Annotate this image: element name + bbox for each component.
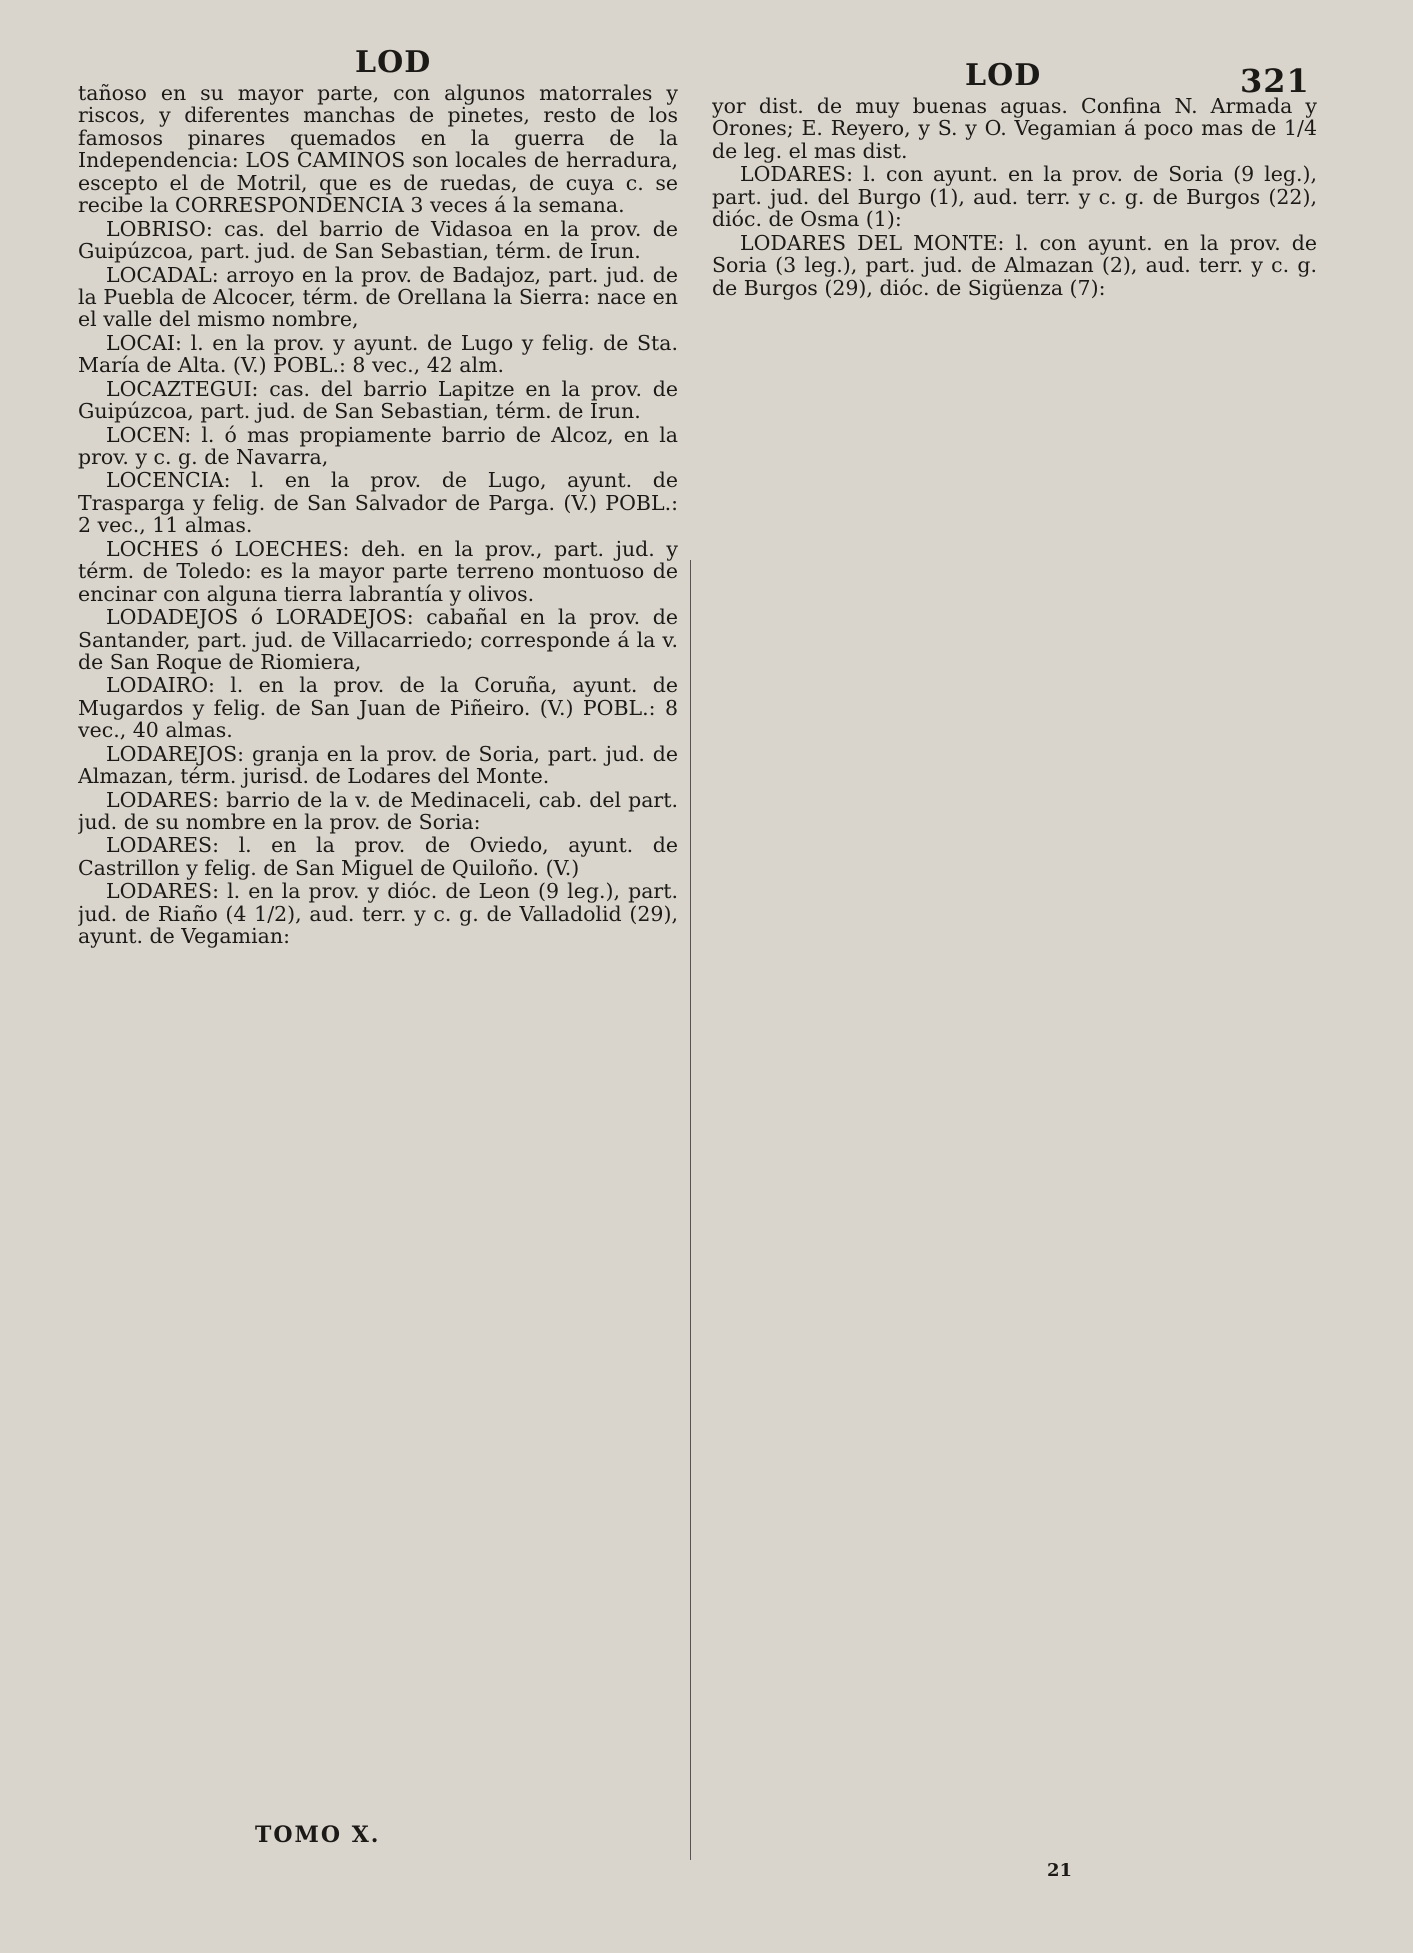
page-number: 321 [1240,62,1310,100]
dictionary-entry [78,378,678,423]
entry-headword: LODADEJOS ó LORADEJOS: [106,605,414,630]
dictionary-entry [78,424,678,469]
entry-headword: LOCAZTEGUI: [106,376,259,401]
entry-headword: LOCEN: [106,422,192,447]
entry-headword: LODARES DEL MONTE: [740,230,1005,255]
entry-headword: LODARES: [106,787,220,812]
volume-footer: TOMO X. [255,1822,381,1848]
entry-text: l. en la prov. de la Coruña, ayunt. de Mugardos y felig. de San Juan de Piñeiro. (V.) POBL.: 8 vec., 40 almas. [78,673,678,743]
entry-text: l. en la prov. de Oviedo, ayunt. de Castrillon y felig. de San Miguel de Quiloño. (V.) [78,833,678,880]
entry-headword: LODAIRO: [106,673,215,698]
running-header-left: LOD [355,45,432,80]
dictionary-entry [78,332,678,377]
entry-headword: LOCAI: [106,330,182,355]
entry-text: arroyo en la prov. de Badajoz, part. jud. de la Puebla de Alcocer, térm. de Orellana la Sierra: nace en el valle del mismo nombre, [78,262,678,332]
left-column [78,82,678,1852]
dictionary-entry [78,218,678,263]
entry-text: cabañal en la prov. de Santander, part. jud. de Villacarriedo; corresponde á la v. de San Roque de Riomiera, [78,605,678,674]
entry-text: cas. del barrio de Vidasoa en la prov. de Guipúzcoa, part. jud. de San Sebastian, térm. de Irun. [78,216,678,264]
entry-headword: LOBRISO: [106,216,213,241]
entry-text: l. en la prov. y dióc. de Leon (9 leg.), part. jud. de Riaño (4 1/2), aud. terr. y c. g. de Valladolid (29), ayunt. de Vegamian: [78,879,678,949]
entry-text: l. en la prov. de Lugo, ayunt. de Trasparga y felig. de San Salvador de Parga. (V.) POBL.: 2 vec., 11 almas. [78,468,678,538]
entry-headword: LODARES: [106,879,220,904]
entry-headword: LODARES: [740,162,854,187]
entry-text: granja en la prov. de Soria, part. jud. de Almazan, térm. jurisd. de Lodares del Monte. [78,741,678,789]
dictionary-entry [78,264,678,331]
running-header-right: LOD [965,58,1042,93]
dictionary-entry [78,82,678,217]
right-column [712,95,1317,1855]
entry-headword: LOCADAL: [106,262,219,287]
entry-headword: LODARES: [106,833,220,858]
entry-text: l. ó mas propiamente barrio de Alcoz, en la prov. y c. g. de Navarra, [78,422,678,469]
signature-mark: 21 [1047,1860,1073,1881]
entry-text: l. con ayunt. en la prov. de Soria (9 leg.), part. jud. del Burgo (1), aud. terr. y c. g. de Burgos (22), dióc. de Osma (1): [712,162,1317,232]
entry-text: yor dist. de muy buenas aguas. Confina N. Armada y Orones; E. Reyero, y S. y O. Vegamian á poco mas de 1/4 de leg. el mas dist. [712,95,1317,163]
dictionary-entry [78,834,678,879]
dictionary-entry [712,95,1317,162]
entry-text: l. en la prov. y ayunt. de Lugo y felig. de Sta. María de Alta. (V.) POBL.: 8 vec., 42 alm. [78,330,678,378]
entry-text: tañoso en su mayor parte, con algunos matorrales y riscos, y diferentes manchas de pinetes, resto de los famosos pinares quemados en la guerra de la Independencia: LOS CAMINOS son locales de herradura, escepto el de Motril, que es de ruedas, de cuya c. se recibe la CORRESPONDENCIA 3 veces á la semana. [78,82,678,218]
dictionary-entry [78,880,678,947]
dictionary-entry [78,538,678,605]
dictionary-entry [78,606,678,673]
entry-text: cas. del barrio Lapitze en la prov. de Guipúzcoa, part. jud. de San Sebastian, térm. de Irun. [78,376,678,424]
entry-headword: LOCENCIA: [106,468,231,493]
entry-headword: LODAREJOS: [106,741,245,766]
entry-text: deh. en la prov., part. jud. y térm. de Toledo: es la mayor parte terreno montuoso de encinar con alguna tierra labrantía y olivos. [78,536,678,606]
dictionary-entry [78,743,678,788]
dictionary-entry [712,163,1317,230]
dictionary-entry [712,232,1317,299]
entry-text: barrio de la v. de Medinaceli, cab. del part. jud. de su nombre en la prov. de Soria: [78,787,678,834]
column-rule [690,560,691,1860]
dictionary-entry [78,674,678,741]
entry-text: l. con ayunt. en la prov. de Soria (3 leg.), part. jud. de Almazan (2), aud. terr. y c. g. de Burgos (29), dióc. de Sigüenza (7): [712,230,1317,300]
dictionary-entry [78,469,678,536]
dictionary-entry [78,789,678,834]
entry-headword: LOCHES ó LOECHES: [106,536,350,561]
